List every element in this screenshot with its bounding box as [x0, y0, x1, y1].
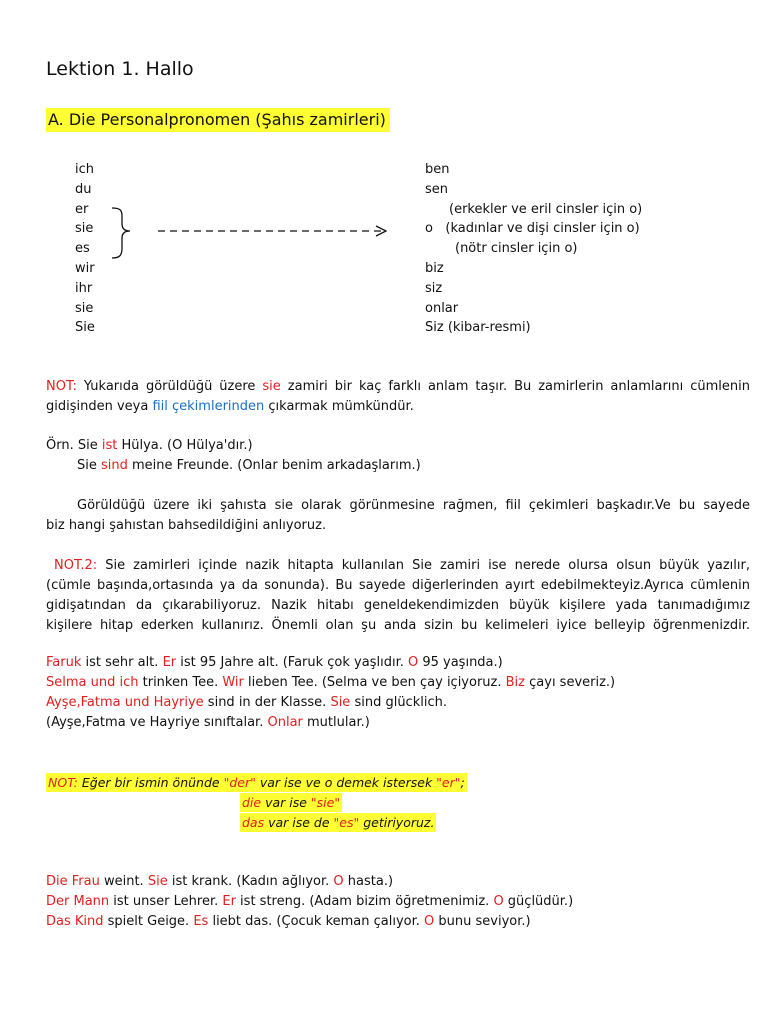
note-1: NOT: Yukarıda görüldüğü üzere sie zamiri bir kaç farklı anlam taşır. Bu zamirlerin anlamlarını cümlenin gidişinden veya fiil çekimlerinden çıkarmak mümkündür.: [46, 379, 750, 414]
pronoun-tr: [425, 219, 642, 239]
pronoun-de: sie: [75, 221, 94, 237]
page-title: Lektion 1. Hallo: [46, 58, 194, 80]
note-3-line-3: das var ise de "es" getiriyoruz.: [242, 815, 435, 830]
example-line: Faruk ist sehr alt. Er ist 95 Jahre alt. (Faruk çok yaşlıdır. O 95 yaşında.): [46, 655, 503, 670]
pronoun-tr-note: (kadınlar ve dişi cinsler için o): [445, 221, 640, 237]
note-3-line-1: NOT: Eğer bir ismin önünde "der" var ise ve o demek istersek "er";: [48, 775, 465, 790]
pronoun-tr: onlar: [425, 300, 459, 316]
note-2: NOT.2: Sie zamirleri içinde nazik hitapta kullanılan Sie zamiri ise nerede olursa olsun büyük yazılır, (cümle başında,ortasında ya da sonunda). Bu sayede diğerlerinden ayırt edebilmekteyiz.Ayrıca cümlenin gidişatından da çıkarabiliyoruz. Nazik hitabı geneldekendimizden büyük kişilere yada tanımadığımız kişilere hitap ederken kullanırız. Önemli olan şu anda sizin bu kelimeleri iyice belleyip öğrenmenizdir.: [46, 558, 750, 633]
example-line: Die Frau weint. Sie ist krank. (Kadın ağlıyor. O hasta.): [46, 874, 394, 889]
note-label: NOT:: [46, 379, 77, 394]
note-label: NOT.2:: [54, 558, 98, 573]
pronoun-de: es: [75, 241, 90, 257]
example-line: (Ayşe,Fatma ve Hayriye sınıftalar. Onlar mutlular.): [46, 715, 370, 730]
example-line: Örn. Sie ist Hülya. (O Hülya'dır.): [46, 438, 253, 453]
paragraph-explanation: Görüldüğü üzere iki şahısta sie olarak görünmesine rağmen, fiil çekimleri başkadır.Ve bu sayede biz hangi şahıstan bahsedildiğini anlıyoruz.: [46, 498, 750, 533]
pronoun-de: Sie: [75, 320, 95, 336]
pronoun-de: ihr: [75, 280, 93, 296]
pronoun-de: sie: [75, 300, 94, 316]
pronoun-tr: Siz (kibar-resmi): [425, 320, 531, 336]
pronoun-de: er: [75, 201, 89, 217]
pronoun-de: du: [75, 181, 92, 197]
pronoun-tr: sen: [425, 181, 449, 197]
note-3-line-2: die var ise "sie": [242, 795, 341, 810]
turkish-pronoun-list: [425, 160, 642, 338]
example-line: Der Mann ist unser Lehrer. Er ist streng. (Adam bizim öğretmenimiz. O güçlüdür.): [46, 894, 574, 909]
example-line: Das Kind spielt Geige. Es liebt das. (Çocuk keman çalıyor. O bunu seviyor.): [46, 914, 531, 929]
pronoun-de: wir: [75, 260, 95, 276]
german-pronoun-list: [75, 160, 95, 338]
pronoun-tr: biz: [425, 260, 444, 276]
example-line: Ayşe,Fatma und Hayriye sind in der Klasse. Sie sind glücklich.: [46, 695, 447, 710]
pronoun-de: ich: [75, 162, 94, 177]
pronoun-tr-o: o: [425, 221, 433, 237]
pronoun-tr: ben: [425, 162, 450, 177]
example-line: Sie sind meine Freunde. (Onlar benim arkadaşlarım.): [77, 458, 421, 473]
pronoun-tr-note: (erkekler ve eril cinsler için o): [449, 201, 643, 217]
example-line: Selma und ich trinken Tee. Wir lieben Tee. (Selma ve ben çay içiyoruz. Biz çayı severiz.): [46, 675, 616, 690]
brace-arrow-icon: [100, 200, 400, 266]
section-heading: A. Die Personalpronomen (Şahıs zamirleri): [46, 108, 390, 132]
pronoun-tr: siz: [425, 280, 443, 296]
pronoun-tr-note: (nötr cinsler için o): [455, 241, 578, 257]
